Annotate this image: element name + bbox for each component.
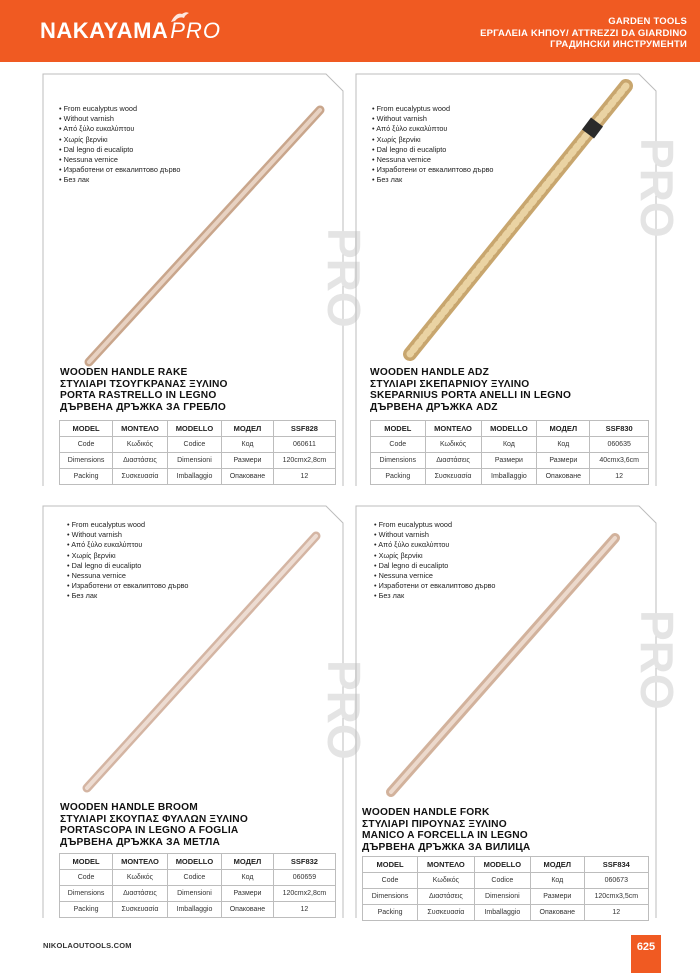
row-label: Διαστάσεις (418, 889, 475, 905)
feature-item: • Without varnish (372, 114, 494, 124)
feature-item: • Без лак (67, 591, 189, 601)
product-title (362, 807, 530, 853)
row-label: Συσκευασία (113, 469, 168, 485)
col-header: МОДЕЛ (222, 421, 274, 437)
feature-item: • Без лак (372, 175, 494, 185)
col-header: ΜΟΝΤΕΛΟ (113, 854, 168, 870)
row-label: Imballaggio (481, 469, 537, 485)
title-gr: ΣΤΥΛΙΑΡΙ ΤΣΟΥΓΚΡΑΝΑΣ ΞΥΛΙΝΟ (60, 378, 228, 390)
row-label: Κωδικός (113, 870, 168, 886)
row-label: Packing (60, 469, 113, 485)
col-header: MODELLO (167, 421, 221, 437)
svg-text:PRO: PRO (318, 660, 370, 760)
feature-item: • Από ξύλο ευκαλύπτου (59, 124, 181, 134)
feature-item: • Без лак (59, 175, 181, 185)
feature-item: • Dal legno di eucalipto (67, 561, 189, 571)
feature-item: • Изработени от евкалиптово дърво (372, 165, 494, 175)
row-label: Code (60, 870, 113, 886)
row-label: Размери (530, 889, 584, 905)
row-label: Code (60, 437, 113, 453)
model-number: SSF830 (590, 421, 649, 437)
col-header: MODELLO (167, 854, 221, 870)
spec-table (59, 853, 336, 918)
row-label: Imballaggio (474, 905, 530, 921)
model-number: SSF834 (584, 857, 648, 873)
code-value: 060659 (273, 870, 335, 886)
packing-value: 12 (273, 469, 335, 485)
code-value: 060673 (584, 873, 648, 889)
dimensions-value: 40cmx3,6cm (590, 453, 649, 469)
col-header: МОДЕЛ (530, 857, 584, 873)
row-label: Packing (60, 902, 113, 918)
row-label: Dimensions (363, 889, 418, 905)
category-line-2: ΕΡΓΑΛΕΙΑ ΚΗΠΟΥ/ ATTREZZI DA GIARDINO (480, 27, 687, 39)
feature-item: • Without varnish (59, 114, 181, 124)
feature-item: • From eucalyptus wood (374, 520, 496, 530)
row-label: Опаковане (537, 469, 590, 485)
row-label: Dimensioni (167, 453, 221, 469)
feature-item: • Без лак (374, 591, 496, 601)
dimensions-value: 120cmx3,5cm (584, 889, 648, 905)
row-label: Codice (474, 873, 530, 889)
title-it: PORTA RASTRELLO IN LEGNO (60, 390, 217, 402)
col-header: MODELLO (481, 421, 537, 437)
model-number: SSF832 (273, 854, 335, 870)
row-label: Опаковане (222, 469, 274, 485)
packing-value: 12 (590, 469, 649, 485)
col-header: ΜΟΝΤΕΛΟ (113, 421, 168, 437)
page-header (0, 0, 700, 62)
feature-item: • From eucalyptus wood (67, 520, 189, 530)
row-label: Imballaggio (167, 469, 221, 485)
product-card-fork (356, 506, 683, 918)
row-label: Размери (222, 886, 274, 902)
product-card-rake (43, 74, 370, 486)
row-label: Code (371, 437, 426, 453)
feature-item: • Από ξύλο ευκαλύπτου (67, 540, 189, 550)
feature-item: • Από ξύλο ευκαλύπτου (374, 540, 496, 550)
feature-item: • Изработени от евкалиптово дърво (67, 581, 189, 591)
feature-item: • Изработени от евкалиптово дърво (374, 581, 496, 591)
page-number-tab (631, 935, 661, 973)
col-header: ΜΟΝΤΕΛΟ (418, 857, 475, 873)
row-label: Dimensions (60, 886, 113, 902)
brand-name: NAKAYAMA (40, 18, 169, 43)
title-en: WOODEN HANDLE ADZ (370, 367, 490, 378)
spec-table (362, 856, 649, 921)
footer-url[interactable]: NIKOLAOUTOOLS.COM (43, 941, 132, 950)
col-header: MODELLO (474, 857, 530, 873)
row-label: Dimensions (371, 453, 426, 469)
col-header: МОДЕЛ (537, 421, 590, 437)
feature-item: • Dal legno di eucalipto (374, 561, 496, 571)
row-label: Dimensioni (474, 889, 530, 905)
feature-item: • From eucalyptus wood (59, 104, 181, 114)
row-label: Код (481, 437, 537, 453)
title-bg: ДЪРВЕНА ДРЪЖКА ЗА ВИЛИЦА (362, 841, 531, 853)
feature-item: • Nessuna vernice (374, 571, 496, 581)
row-label: Imballaggio (167, 902, 221, 918)
feature-item: • Χωρίς βερνίκι (67, 551, 189, 561)
row-label: Dimensions (60, 453, 113, 469)
packing-value: 12 (584, 905, 648, 921)
title-it: PORTASCOPA IN LEGNO A FOGLIA (60, 825, 239, 837)
feature-item: • Nessuna vernice (59, 155, 181, 165)
title-gr: ΣΤΥΛΙΑΡΙ ΠΙΡΟΥΝΑΣ ΞΥΛΙΝΟ (362, 818, 507, 830)
title-it: SKEPARNIUS PORTA ANELLI IN LEGNO (370, 390, 572, 402)
product-title (60, 367, 228, 413)
col-header: MODEL (60, 854, 113, 870)
feature-item: • Χωρίς βερνίκι (59, 135, 181, 145)
spec-table (59, 420, 336, 485)
col-header: ΜΟΝΤΕΛΟ (425, 421, 481, 437)
feature-item: • Χωρίς βερνίκι (374, 551, 496, 561)
row-label: Dimensioni (167, 886, 221, 902)
feature-item: • Dal legno di eucalipto (59, 145, 181, 155)
row-label: Κωδικός (113, 437, 168, 453)
svg-text:PRO: PRO (631, 610, 683, 710)
row-label: Код (222, 870, 274, 886)
feature-item: • Χωρίς βερνίκι (372, 135, 494, 145)
dimensions-value: 120cmx2,8cm (273, 453, 335, 469)
feature-item: • Without varnish (67, 530, 189, 540)
row-label: Packing (363, 905, 418, 921)
row-label: Опаковане (222, 902, 274, 918)
title-gr: ΣΤΥΛΙΑΡΙ ΣΚΟΥΠΑΣ ΦΥΛΛΩΝ ΞΥΛΙΝΟ (60, 813, 248, 825)
product-title (370, 367, 571, 413)
row-label: Код (222, 437, 274, 453)
row-label: Код (530, 873, 584, 889)
feature-item: • Nessuna vernice (67, 571, 189, 581)
row-label: Διαστάσεις (113, 453, 168, 469)
title-bg: ДЪРВЕНА ДРЪЖКА ЗА ГРЕБЛО (60, 401, 227, 413)
product-title (60, 802, 248, 848)
feature-item: • Dal legno di eucalipto (372, 145, 494, 155)
category-line-3: ГРАДИНСКИ ИНСТРУМЕНТИ (550, 39, 687, 50)
category-heading (480, 16, 687, 51)
feature-item: • Without varnish (374, 530, 496, 540)
svg-text:PRO: PRO (318, 228, 370, 328)
col-header: MODEL (371, 421, 426, 437)
col-header: МОДЕЛ (222, 854, 274, 870)
row-label: Опаковане (530, 905, 584, 921)
row-label: Размери (537, 453, 590, 469)
row-label: Κωδικός (418, 873, 475, 889)
spec-table (370, 420, 649, 485)
title-en: WOODEN HANDLE FORK (362, 807, 490, 818)
row-label: Διαστάσεις (113, 886, 168, 902)
brand-logo (40, 18, 221, 44)
row-label: Συσκευασία (425, 469, 481, 485)
title-bg: ДЪРВЕНА ДРЪЖКА ADZ (370, 401, 498, 413)
row-label: Packing (371, 469, 426, 485)
title-en: WOODEN HANDLE BROOM (60, 802, 198, 813)
title-it: MANICO A FORCELLA IN LEGNO (362, 830, 528, 842)
feature-item: • From eucalyptus wood (372, 104, 494, 114)
product-card-broom (43, 506, 370, 918)
row-label: Codice (167, 437, 221, 453)
packing-value: 12 (273, 902, 335, 918)
category-line-1: GARDEN TOOLS (608, 16, 687, 27)
feature-item: • Από ξύλο ευκαλύπτου (372, 124, 494, 134)
svg-text:PRO: PRO (631, 138, 683, 238)
model-number: SSF828 (273, 421, 335, 437)
row-label: Code (363, 873, 418, 889)
page-number: 625 (636, 941, 656, 953)
product-card-adz (356, 74, 683, 486)
row-label: Κωδικός (425, 437, 481, 453)
col-header: MODEL (60, 421, 113, 437)
brand-sub: PRO (170, 18, 221, 43)
code-value: 060611 (273, 437, 335, 453)
title-en: WOODEN HANDLE RAKE (60, 367, 188, 378)
feature-item: • Изработени от евкалиптово дърво (59, 165, 181, 175)
row-label: Διαστάσεις (425, 453, 481, 469)
row-label: Код (537, 437, 590, 453)
row-label: Размери (222, 453, 274, 469)
row-label: Συσκευασία (113, 902, 168, 918)
title-gr: ΣΤΥΛΙΑΡΙ ΣΚΕΠΑΡΝΙΟΥ ΞΥΛΙΝΟ (370, 378, 530, 390)
code-value: 060635 (590, 437, 649, 453)
dragon-icon (170, 10, 190, 24)
dimensions-value: 120cmx2,8cm (273, 886, 335, 902)
feature-item: • Nessuna vernice (372, 155, 494, 165)
col-header: MODEL (363, 857, 418, 873)
row-label: Codice (167, 870, 221, 886)
row-label: Размери (481, 453, 537, 469)
title-bg: ДЪРВЕНА ДРЪЖКА ЗА МЕТЛА (60, 836, 221, 848)
row-label: Συσκευασία (418, 905, 475, 921)
